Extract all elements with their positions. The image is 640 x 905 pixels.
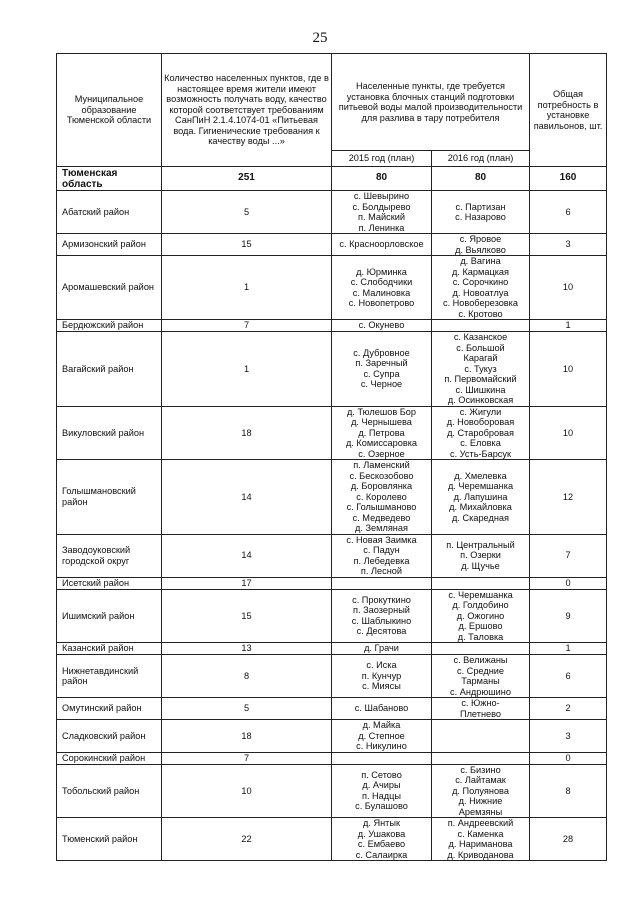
settlement-name: с. Еловка: [460, 438, 501, 448]
total-row: [57, 167, 607, 191]
settlement-name: п. Ленинка: [358, 222, 405, 233]
settlements-y2016: [432, 332, 530, 407]
settlement-name: с. Шишкина: [455, 384, 506, 395]
settlement-name: с. Партизан: [455, 201, 506, 212]
settlements-y2016: [432, 256, 530, 320]
settlements-y2016: [432, 818, 530, 861]
header-count: Количество населенных пунктов, где в настоящее время жители имеют возможность получать воду, качество которой соответствует требованиям СанПиН 2.1.4.1074-01 «Питьевая вода. Гигиенические требования к качеству воды ...»: [162, 54, 332, 167]
settlement-name: с. Иска: [366, 660, 397, 671]
settlements-y2015: [332, 191, 432, 234]
settlement-name: с. Яровое: [459, 234, 502, 244]
settlement-name: д. Лапушина: [453, 491, 508, 502]
settlement-name: с. Велижаны: [453, 655, 508, 665]
settlement-name: д. Степное: [358, 730, 405, 741]
table-row: [57, 534, 607, 577]
settlement-name: д. Ожогино: [456, 610, 505, 621]
district-need: 0: [530, 577, 607, 589]
settlement-name: с. Большой: [456, 342, 505, 353]
table-row: [57, 234, 607, 256]
district-need: 8: [530, 764, 607, 818]
table-row: [57, 818, 607, 861]
district-name: Нижнетавдинский район: [57, 655, 162, 698]
settlements-y2016: [432, 534, 530, 577]
total-2015: 80: [332, 167, 432, 191]
settlement-name: с. Жигули: [459, 406, 502, 417]
district-name: Армизонский район: [57, 234, 162, 256]
settlement-name: д. Тюлешов Бор: [347, 406, 416, 417]
settlement-name: д. Юрминка: [356, 266, 407, 277]
district-count: 5: [162, 698, 332, 720]
settlement-name: д. Осинковская: [447, 395, 514, 405]
settlement-name: с. Черемшанка: [448, 589, 513, 600]
district-count: 1: [162, 256, 332, 320]
settlements-y2016: [432, 764, 530, 818]
settlements-y2015: [332, 818, 432, 861]
settlement-name: д. Комиссаровка: [345, 438, 418, 448]
settlement-name: д. Старобровая: [447, 427, 514, 438]
district-name: Аромашевский район: [57, 256, 162, 320]
settlements-y2015: [332, 256, 432, 320]
district-need: 6: [530, 191, 607, 234]
district-count: 17: [162, 577, 332, 589]
settlements-y2016: [432, 643, 530, 655]
settlement-name: с. Бизино: [460, 764, 501, 775]
settlement-name: с. Малиновка: [352, 287, 411, 298]
settlement-name: д. Кармацкая: [451, 266, 510, 277]
data-table: [56, 53, 607, 861]
settlement-name: с. Каменка: [457, 828, 504, 839]
settlements-y2015: [332, 406, 432, 460]
settlement-name: д. Черемшанка: [447, 481, 514, 491]
settlement-name: д. Нариманова: [448, 839, 513, 849]
settlement-name: с. Падун: [363, 545, 400, 555]
settlements-y2016: [432, 752, 530, 764]
settlement-name: п. Лебедевка: [353, 555, 410, 566]
district-need: 0: [530, 752, 607, 764]
header-settlements: Населенные пункты, где требуется установка блочных станций подготовки питьевой воды малой производительности для разлива в тару потребителя: [332, 54, 530, 151]
settlement-name: д. Хмелевка: [454, 470, 507, 481]
table-row: [57, 320, 607, 332]
district-name: Исетский район: [57, 577, 162, 589]
settlements-y2015: [332, 460, 432, 535]
settlement-name: д. Ершово: [458, 621, 503, 631]
table-row: [57, 332, 607, 407]
district-need: 2: [530, 698, 607, 720]
settlement-name: д. Вьялково: [455, 244, 506, 255]
settlement-name: Тарманы: [461, 676, 500, 686]
settlement-name: с. Сорочкино: [452, 277, 509, 287]
table-row: [57, 720, 607, 753]
settlement-name: д. Таловка: [457, 631, 504, 642]
settlement-name: с. Окунево: [358, 320, 405, 331]
settlement-name: с. Новая Заимка: [346, 534, 417, 545]
district-name: Тобольский район: [57, 764, 162, 818]
settlement-name: д. Скаредная: [452, 512, 509, 523]
district-name: Ишимский район: [57, 589, 162, 643]
settlements-y2016: [432, 589, 530, 643]
settlement-name: с. Королево: [356, 491, 407, 502]
header-2016: 2016 год (план): [432, 151, 530, 167]
settlements-y2015: [332, 752, 432, 764]
settlement-name: с. Десятова: [356, 626, 407, 637]
settlement-name: д. Боровлянка: [350, 481, 413, 491]
table-row: [57, 764, 607, 818]
settlements-y2015: [332, 534, 432, 577]
district-count: 5: [162, 191, 332, 234]
settlement-name: с. Андрюшино: [450, 686, 511, 697]
settlement-name: с. Черное: [360, 379, 403, 390]
settlements-y2015: [332, 698, 432, 720]
settlement-name: с. Никулино: [356, 741, 407, 751]
settlements-y2015: [332, 234, 432, 256]
settlement-name: д. Вагина: [460, 256, 501, 266]
district-name: Сорокинский район: [57, 752, 162, 764]
settlement-name: Карагай: [463, 353, 498, 363]
district-count: 15: [162, 589, 332, 643]
settlement-name: п. Сетово: [361, 769, 402, 780]
settlement-name: с. Усть-Барсук: [449, 448, 512, 459]
district-need: 3: [530, 720, 607, 753]
settlement-name: д. Ушакова: [357, 828, 406, 839]
table-row: [57, 752, 607, 764]
total-name: Тюменская область: [57, 167, 162, 191]
settlements-y2016: [432, 191, 530, 234]
settlements-y2016: [432, 460, 530, 535]
settlement-name: с. Шевырино: [353, 191, 410, 201]
settlements-y2015: [332, 764, 432, 818]
district-name: Сладковский район: [57, 720, 162, 753]
district-need: 1: [530, 320, 607, 332]
settlement-name: д. Михайловка: [449, 502, 512, 512]
settlement-name: д. Янтык: [362, 818, 400, 828]
settlement-name: д. Новоборовая: [446, 417, 515, 427]
settlement-name: д. Нижние: [458, 796, 503, 806]
settlements-y2016: [432, 655, 530, 698]
settlement-name: п. Майский: [358, 212, 405, 222]
settlement-name: д. Майка: [362, 720, 401, 730]
district-need: 3: [530, 234, 607, 256]
settlement-name: Аремзяны: [458, 806, 503, 817]
settlements-y2016: [432, 698, 530, 720]
header-2015: 2015 год (план): [332, 151, 432, 167]
table-row: [57, 698, 607, 720]
settlement-name: с. Булашово: [355, 801, 408, 812]
district-name: Бердюжский район: [57, 320, 162, 332]
settlement-name: с. Шабаново: [354, 703, 409, 714]
table-row: [57, 406, 607, 460]
settlements-y2015: [332, 320, 432, 332]
settlement-name: с. Лайтамак: [455, 775, 506, 785]
settlement-name: с. Шаблыкино: [351, 615, 412, 626]
settlement-name: с. Прокуткино: [352, 594, 411, 605]
district-need: 7: [530, 534, 607, 577]
settlement-name: д. Новоатлуа: [452, 287, 509, 298]
settlement-name: с. Болдырево: [352, 201, 411, 212]
district-name: Омутинский район: [57, 698, 162, 720]
district-name: Викуловский район: [57, 406, 162, 460]
district-count: 18: [162, 406, 332, 460]
settlement-name: с. Ембаево: [357, 839, 406, 849]
settlement-name: п. Надцы: [361, 790, 402, 801]
district-name: Абатский район: [57, 191, 162, 234]
settlement-name: п. Кунчур: [361, 670, 402, 681]
settlement-name: д. Криводанова: [447, 849, 514, 860]
settlement-name: п. Заозерный: [353, 605, 410, 616]
district-name: Тюменский район: [57, 818, 162, 861]
settlement-name: с. Южно-: [461, 698, 500, 708]
table-row: [57, 643, 607, 655]
district-count: 13: [162, 643, 332, 655]
district-count: 22: [162, 818, 332, 861]
settlement-name: с. Озерное: [358, 448, 405, 459]
settlement-name: с. Супра: [363, 368, 400, 379]
table-row: [57, 589, 607, 643]
settlement-name: с. Бескозобово: [349, 470, 414, 481]
district-count: 10: [162, 764, 332, 818]
table-row: [57, 191, 607, 234]
district-name: Вагайский район: [57, 332, 162, 407]
district-count: 7: [162, 752, 332, 764]
settlement-name: с. Новопетрово: [348, 298, 415, 308]
district-need: 28: [530, 818, 607, 861]
district-need: 1: [530, 643, 607, 655]
district-count: 1: [162, 332, 332, 407]
settlement-name: с. Слободчики: [350, 277, 413, 287]
district-count: 14: [162, 460, 332, 535]
settlement-name: с. Красноорловское: [339, 239, 424, 250]
settlement-name: п. Заречный: [355, 358, 408, 369]
settlement-name: с. Казанское: [453, 332, 508, 342]
district-count: 8: [162, 655, 332, 698]
settlement-name: д. Щучье: [461, 560, 500, 571]
total-2016: 80: [432, 167, 530, 191]
header-municipality: Муниципальное образование Тюменской области: [57, 54, 162, 167]
total-need: 160: [530, 167, 607, 191]
table-row: [57, 577, 607, 589]
settlement-name: п. Лесной: [360, 566, 403, 576]
settlement-name: с. Кротово: [458, 308, 503, 319]
settlements-y2016: [432, 320, 530, 332]
settlement-name: с. Миясы: [362, 681, 401, 692]
table-row: [57, 460, 607, 535]
settlement-name: с. Голышманово: [346, 502, 417, 512]
settlement-name: с. Назарово: [455, 212, 506, 222]
settlement-name: Плетнево: [459, 708, 502, 719]
settlement-name: д. Грачи: [364, 643, 399, 654]
settlement-name: д. Ачиры: [362, 780, 401, 791]
district-count: 7: [162, 320, 332, 332]
district-count: 15: [162, 234, 332, 256]
settlement-name: д. Земляная: [355, 523, 408, 533]
settlement-name: п. Андреевский: [447, 818, 514, 828]
settlement-name: с. Медведево: [352, 512, 411, 523]
settlement-name: п. Озерки: [460, 550, 501, 561]
settlement-name: п. Ламенский: [353, 460, 410, 470]
settlements-y2015: [332, 720, 432, 753]
settlement-name: д. Петрова: [358, 427, 405, 438]
settlements-y2016: [432, 577, 530, 589]
total-count: 251: [162, 167, 332, 191]
district-need: 12: [530, 460, 607, 535]
settlement-name: с. Средние: [456, 665, 505, 676]
settlement-name: с. Салаирка: [355, 849, 408, 860]
table-row: [57, 655, 607, 698]
district-name: Заводоуковский городской округ: [57, 534, 162, 577]
district-name: Казанский район: [57, 643, 162, 655]
district-need: 10: [530, 332, 607, 407]
settlement-name: д. Чернышева: [351, 417, 412, 427]
settlements-y2016: [432, 234, 530, 256]
district-count: 18: [162, 720, 332, 753]
settlement-name: с. Тукуз: [464, 363, 497, 374]
settlements-y2016: [432, 406, 530, 460]
settlement-name: п. Центральный: [446, 539, 515, 550]
district-name: Голышмановский район: [57, 460, 162, 535]
district-need: 9: [530, 589, 607, 643]
settlement-name: с. Дубровное: [353, 347, 410, 358]
district-need: 10: [530, 256, 607, 320]
settlements-y2016: [432, 720, 530, 753]
settlements-y2015: [332, 589, 432, 643]
settlement-name: п. Первомайский: [444, 374, 517, 384]
settlement-name: с. Новоберезовка: [442, 298, 519, 308]
header-need: Общая потребность в установке павильонов, шт.: [530, 54, 607, 167]
settlement-name: д. Полуянова: [452, 785, 509, 796]
table-row: [57, 256, 607, 320]
district-need: 6: [530, 655, 607, 698]
settlements-y2015: [332, 577, 432, 589]
district-need: 10: [530, 406, 607, 460]
page-number: 25: [312, 30, 328, 46]
district-count: 14: [162, 534, 332, 577]
settlements-y2015: [332, 332, 432, 407]
settlements-y2015: [332, 643, 432, 655]
settlements-y2015: [332, 655, 432, 698]
settlement-name: д. Голдобино: [452, 600, 509, 610]
